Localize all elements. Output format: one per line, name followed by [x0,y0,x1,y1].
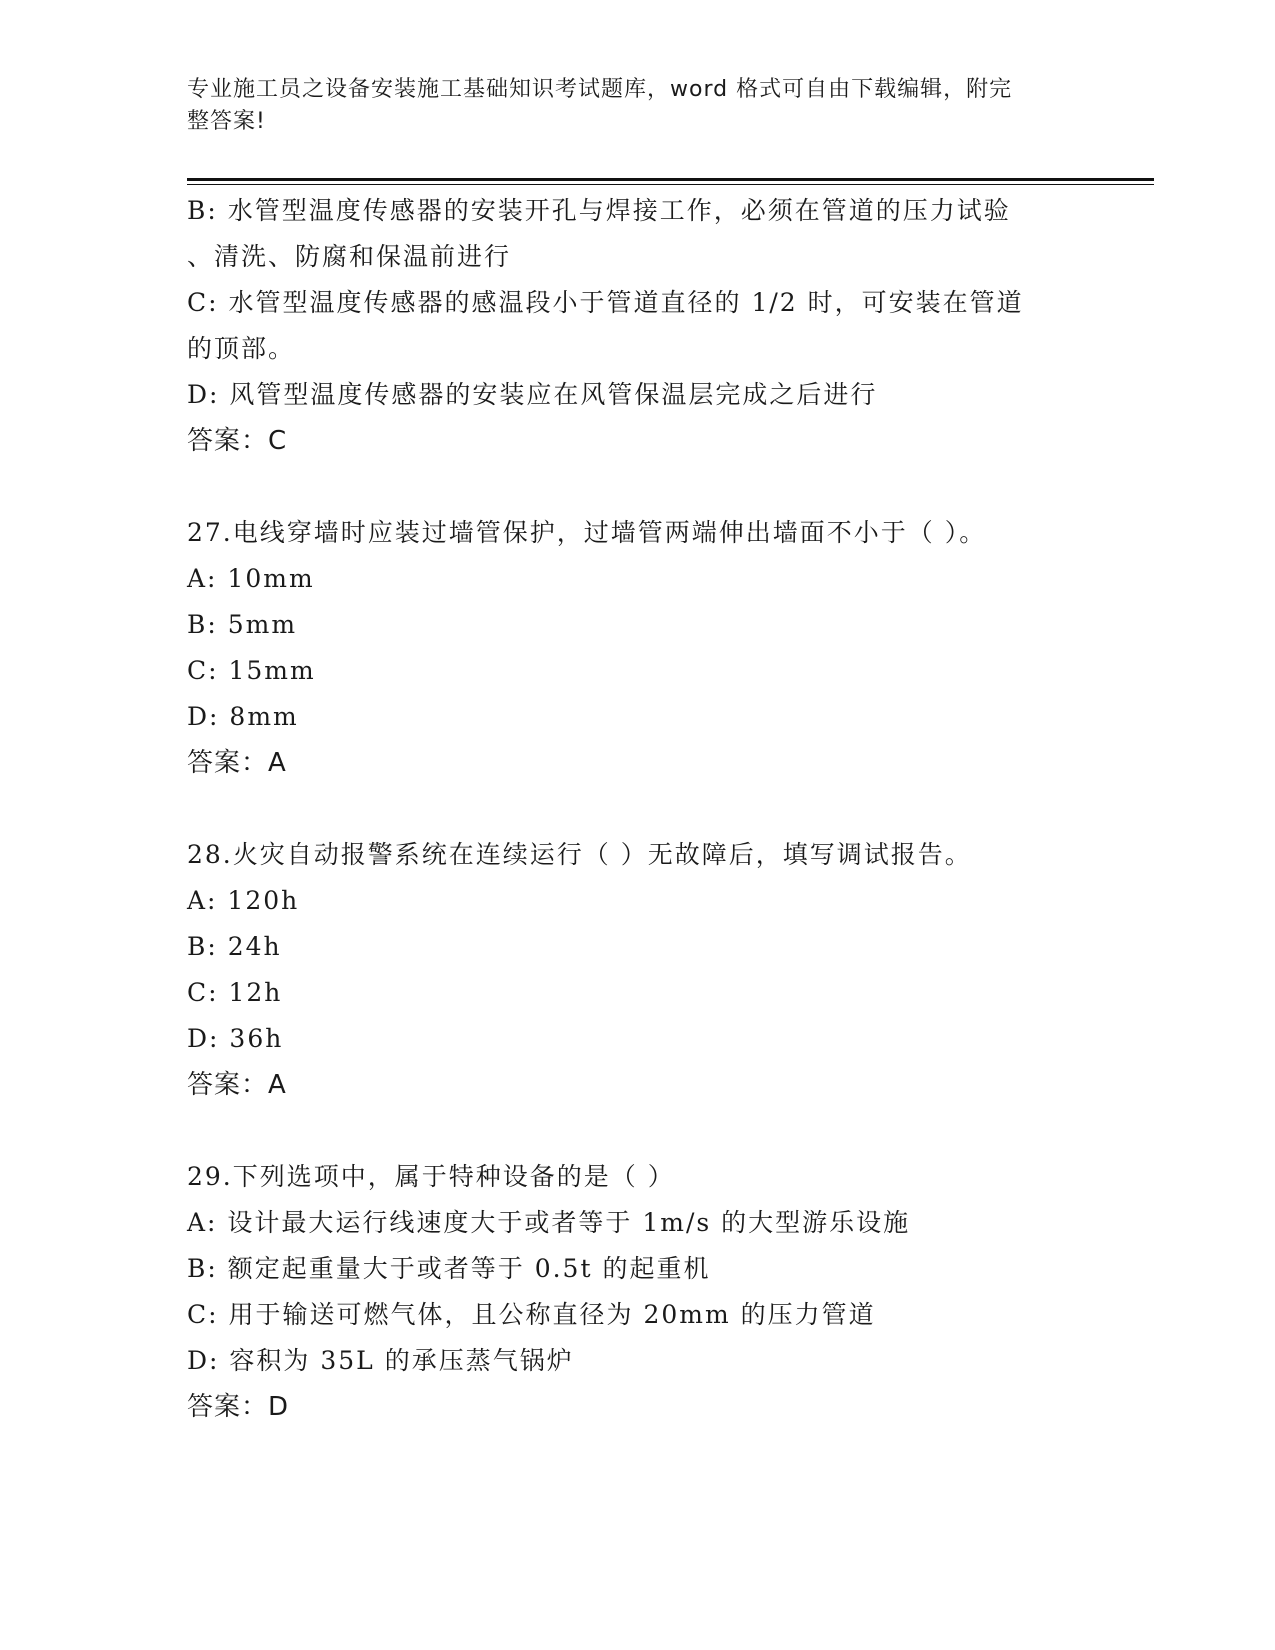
option-b-line-1: B: 水管型温度传感器的安装开孔与焊接工作，必须在管道的压力试验 [187,196,1011,225]
option-c-line-2: 的顶部。 [187,334,296,363]
spacer [187,786,1087,832]
option-b-line-2: 、清洗、防腐和保温前进行 [187,242,512,271]
answer: 答案：A [187,1070,287,1100]
question-text: 29.下列选项中，属于特种设备的是（ ） [187,1162,675,1191]
question-text: 28.火灾自动报警系统在连续运行（ ）无故障后，填写调试报告。 [187,840,972,869]
question-text: 27.电线穿墙时应装过墙管保护，过墙管两端伸出墙面不小于（ ）。 [187,518,987,547]
option-d: D: 风管型温度传感器的安装应在风管保温层完成之后进行 [187,380,878,409]
option-d: D: 容积为 35L 的承压蒸气锅炉 [187,1346,574,1375]
answer: 答案：A [187,748,287,778]
header-rule-thin [187,184,1154,185]
question-27 [187,510,1087,786]
document-header [187,74,1067,138]
spacer [187,464,1087,510]
question-29 [187,1154,1087,1430]
option-c: C: 用于输送可燃气体，且公称直径为 20mm 的压力管道 [187,1300,876,1329]
option-c: C: 15mm [187,656,316,685]
spacer [187,1108,1087,1154]
option-d: D: 36h [187,1024,284,1053]
option-c: C: 12h [187,978,283,1007]
option-a: A: 设计最大运行线速度大于或者等于 1m/s 的大型游乐设施 [187,1208,911,1237]
answer: 答案：C [187,426,288,456]
option-c-line-1: C: 水管型温度传感器的感温段小于管道直径的 1/2 时，可安装在管道 [187,288,1024,317]
header-line-2: 整答案! [187,109,266,134]
option-a: A: 10mm [187,564,315,593]
option-b: B: 额定起重量大于或者等于 0.5t 的起重机 [187,1254,711,1283]
option-a: A: 120h [187,886,300,915]
question-28 [187,832,1087,1108]
answer: 答案：D [187,1392,290,1422]
option-b: B: 5mm [187,610,298,639]
option-d: D: 8mm [187,702,299,731]
header-rule-thick [187,178,1154,181]
option-b: B: 24h [187,932,282,961]
question-26-continued [187,188,1087,464]
header-line-1: 专业施工员之设备安装施工基础知识考试题库，word 格式可自由下载编辑，附完 [187,77,1013,102]
document-content [187,188,1087,1430]
